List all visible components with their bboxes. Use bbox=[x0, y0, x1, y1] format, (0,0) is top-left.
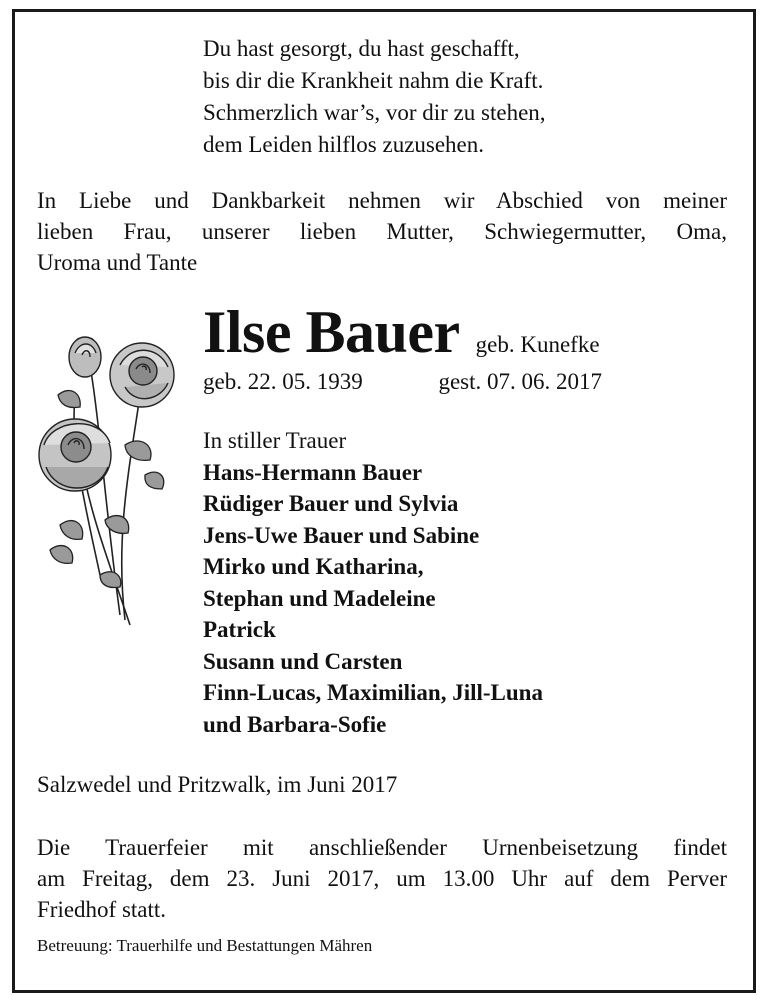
deceased-name: Ilse Bauer bbox=[203, 299, 460, 365]
mourner-name: und Barbara-Sofie bbox=[203, 711, 387, 737]
birth-date: geb. 22. 05. 1939 bbox=[203, 369, 363, 394]
mourners-heading: In stiller Trauer bbox=[203, 428, 347, 453]
mourner-name: Mirko und Katharina, bbox=[203, 554, 424, 579]
intro-line: Uroma und Tante bbox=[37, 250, 198, 275]
care-note: Betreuung: Trauerhilfe und Bestattungen Mähren bbox=[37, 936, 373, 955]
poem-line: Schmerzlich war’s, vor dir zu stehen, bbox=[203, 100, 546, 125]
life-dates bbox=[203, 366, 602, 398]
ceremony-line: Die Trauerfeier mit anschließender Urnenbeisetzung findet bbox=[37, 835, 727, 860]
maiden-name: geb. Kunefke bbox=[475, 332, 600, 357]
deceased-name-line bbox=[203, 300, 600, 364]
poem-line: bis dir die Krankheit nahm die Kraft. bbox=[203, 68, 544, 93]
roses-icon bbox=[30, 335, 175, 630]
poem bbox=[203, 33, 546, 161]
mourner-name: Rüdiger Bauer und Sylvia bbox=[203, 491, 459, 516]
mourner-name: Susann und Carsten bbox=[203, 648, 403, 674]
ceremony-line: am Freitag, dem 23. Juni 2017, um 13.00 Uhr auf dem Perver bbox=[37, 866, 727, 891]
mourner-name: Stephan und Madeleine bbox=[203, 585, 436, 611]
death-date: gest. 07. 06. 2017 bbox=[438, 369, 603, 394]
mourner-name: Jens-Uwe Bauer und Sabine bbox=[203, 522, 480, 548]
mourner-name: Hans-Hermann Bauer bbox=[203, 459, 423, 485]
intro-text bbox=[37, 185, 727, 278]
poem-line: Du hast gesorgt, du hast geschafft, bbox=[203, 36, 520, 61]
intro-line: In Liebe und Dankbarkeit nehmen wir Abschied von meiner bbox=[37, 188, 727, 213]
mourner-name: Patrick bbox=[203, 617, 276, 642]
ceremony-line: Friedhof statt. bbox=[37, 897, 167, 922]
place-date: Salzwedel und Pritzwalk, im Juni 2017 bbox=[37, 772, 398, 797]
mourners bbox=[203, 425, 543, 740]
mourner-name: Finn-Lucas, Maximilian, Jill-Luna bbox=[203, 680, 543, 705]
ceremony-text bbox=[37, 832, 727, 925]
poem-line: dem Leiden hilflos zuzusehen. bbox=[203, 132, 485, 157]
intro-line: lieben Frau, unserer lieben Mutter, Schwiegermutter, Oma, bbox=[37, 219, 727, 244]
